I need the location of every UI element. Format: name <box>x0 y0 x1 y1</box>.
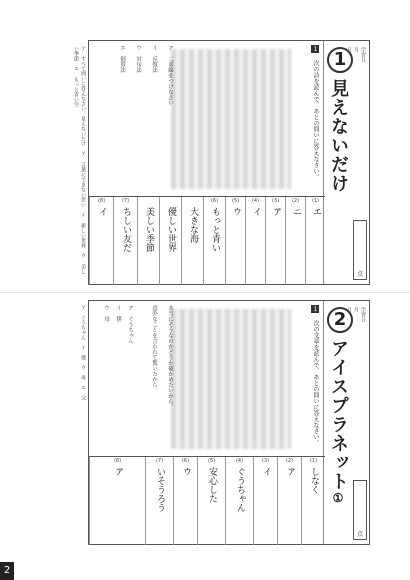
answer-cell: (4) イ <box>245 197 265 285</box>
blurred-passage <box>171 309 291 449</box>
score-box <box>353 220 367 280</box>
option-item: ウ 対句法 <box>135 45 141 73</box>
option-list <box>93 305 173 455</box>
answer-cell: (6) もっと青い <box>203 197 225 285</box>
option-item: ア ぐうちゃん <box>127 305 133 344</box>
blurred-passage <box>171 49 291 189</box>
answer-cell: (7) いそうろう <box>145 457 173 545</box>
worksheet-1 <box>88 40 370 285</box>
answer-cell: (5) 安心した <box>197 457 225 545</box>
study-date: 学習日 月 日 <box>346 307 366 322</box>
question-title: 1 次の詩を読んで、あとの問いに答えなさい。 <box>312 45 319 180</box>
answer-cell: 美しい季節 <box>137 197 159 285</box>
lesson-number-badge: 2 <box>327 307 353 333</box>
answer-cell: (4) ぐうちゃん <box>225 457 253 545</box>
answer-cell: (8) イ <box>89 197 113 285</box>
question-area <box>169 45 319 195</box>
score-label: 点 <box>356 531 363 538</box>
page-number: 2 <box>0 562 14 580</box>
answer-grid <box>89 456 325 544</box>
question-area <box>169 305 319 455</box>
answer-cell: (1) エ <box>305 197 325 285</box>
study-date: 学習日 月 日 <box>346 47 366 62</box>
worksheet-2 <box>88 300 370 545</box>
answer-cell: (7) ちしい友だ <box>113 197 137 285</box>
question-number: 1 <box>312 45 319 53</box>
lesson-title: アイスプラネット① <box>328 339 349 506</box>
answer-cell: (2) ア <box>277 457 301 545</box>
answer-cell: 大きな海 <box>181 197 203 285</box>
score-label: 点 <box>356 271 363 278</box>
option-list <box>93 45 173 195</box>
option-item: ウ 母 <box>103 305 109 322</box>
answer-cell: (3) ア <box>265 197 285 285</box>
answer-cell: (1) しなく <box>301 457 325 545</box>
answer-cell: (8) ア <box>89 457 145 545</box>
option-item: イ 反復法 <box>151 45 157 73</box>
lesson-title: 見えないだけ <box>328 79 349 193</box>
answer-grid <box>89 196 325 284</box>
page-divider <box>0 292 410 293</box>
score-box <box>353 480 367 540</box>
answer-cell: 優しい世界 <box>159 197 181 285</box>
worksheet-header <box>323 301 369 544</box>
option-item: エ 倒置法 <box>119 45 125 73</box>
answer-cell: (3) イ <box>253 457 277 545</box>
left-instructions-bottom: ア ぐうちゃん イ 僕 ウ 母 エ 父 <box>80 305 86 400</box>
option-item: ア 二重線をつけなさい <box>167 45 173 106</box>
option-item: イ 僕 <box>115 305 121 322</box>
worksheet-header <box>323 41 369 284</box>
answer-cell: (6) ウ <box>173 457 197 545</box>
answer-cell: (2) ニ <box>285 197 305 285</box>
question-number: 1 <box>312 305 319 313</box>
lesson-number-badge: 1 <box>327 47 353 73</box>
left-instructions-top: ア すべて問いに答えなさい。見えないだけ ア 言葉にできない思い イ 新しい世界 ウ 美しい季節 エ もっと青い空 <box>73 46 86 274</box>
option-item: 意外なことを言われて驚いたから。 <box>151 305 157 393</box>
option-item: 本当にそうなのかどうか確かめたいから。 <box>167 305 173 410</box>
part-number: ① <box>331 491 345 506</box>
answer-cell: (5) ウ <box>225 197 245 285</box>
question-title: 1 次の文章を読んで、あとの問いに答えなさい。 <box>312 305 319 446</box>
